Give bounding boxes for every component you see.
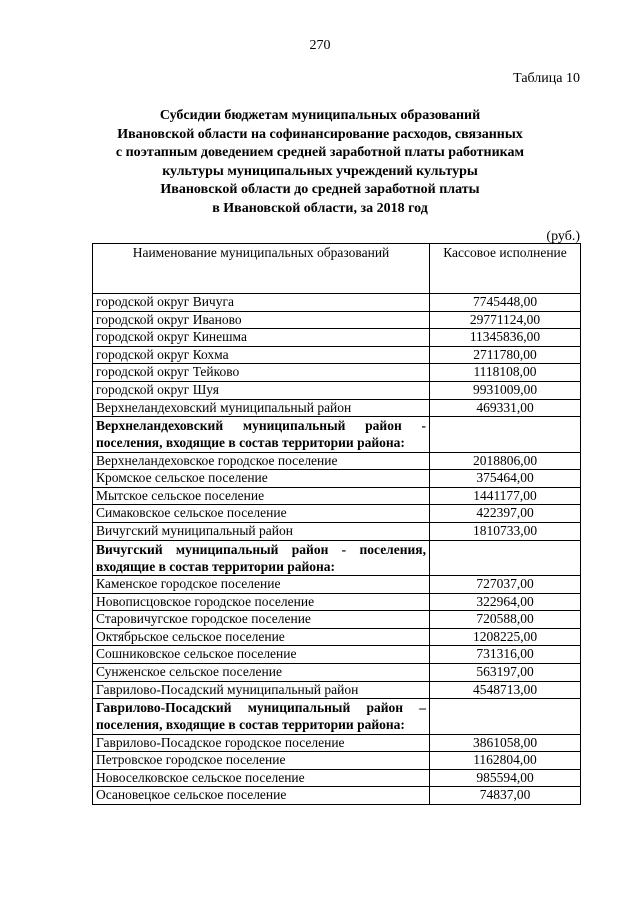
cash-execution-cell: 1118108,00 — [430, 364, 581, 382]
table-row — [93, 769, 581, 787]
table-body — [93, 294, 581, 805]
table-group-row — [93, 417, 581, 452]
table-row — [93, 399, 581, 417]
table-row — [93, 381, 581, 399]
table-row — [93, 575, 581, 593]
cash-execution-cell: 727037,00 — [430, 575, 581, 593]
table-label: Таблица 10 — [513, 71, 580, 86]
table-row — [93, 752, 581, 770]
cash-execution-cell: 29771124,00 — [430, 311, 581, 329]
title-line: с поэтапным доведением средней заработной платы работникам — [115, 145, 525, 160]
table-row — [93, 646, 581, 664]
cash-execution-cell: 1208225,00 — [430, 628, 581, 646]
municipality-name-cell: городской округ Иваново — [93, 311, 430, 329]
subsidies-table — [92, 243, 581, 805]
table-row — [93, 311, 581, 329]
municipality-name-cell: Мытское сельское поселение — [93, 487, 430, 505]
title-line: Ивановской области до средней заработной платы — [160, 182, 480, 197]
cash-execution-cell: 422397,00 — [430, 505, 581, 523]
units-label: (руб.) — [546, 229, 580, 244]
table-row — [93, 364, 581, 382]
table-row — [93, 593, 581, 611]
cash-execution-cell — [430, 699, 581, 734]
cash-execution-cell: 2018806,00 — [430, 452, 581, 470]
cash-execution-cell: 7745448,00 — [430, 294, 581, 312]
municipality-name-cell: Верхнеландеховский муниципальный район — [93, 399, 430, 417]
title-line: в Ивановской области, за 2018 год — [212, 200, 428, 216]
municipality-name-cell: Каменское городское поселение — [93, 575, 430, 593]
cash-execution-cell: 9931009,00 — [430, 381, 581, 399]
title-line: Ивановской области на софинансирование расходов, связанных — [117, 126, 523, 142]
cash-execution-cell: 1162804,00 — [430, 752, 581, 770]
table-group-row — [93, 540, 581, 575]
municipality-name-cell: Сунженское сельское поселение — [93, 663, 430, 681]
column-header-value: Кассовое исполнение — [430, 244, 581, 294]
municipality-name-cell: Гаврилово-Посадское городское поселение — [93, 734, 430, 752]
municipality-name-cell: Сошниковское сельское поселение — [93, 646, 430, 664]
table-row — [93, 787, 581, 805]
municipality-name-cell: Новописцовское городское поселение — [93, 593, 430, 611]
municipality-name-cell: Верхнеландеховское городское поселение — [93, 452, 430, 470]
municipality-name-cell: Новоселковское сельское поселение — [93, 769, 430, 787]
column-header-name: Наименование муниципальных образований — [93, 244, 430, 294]
table-group-row — [93, 699, 581, 734]
cash-execution-cell: 720588,00 — [430, 611, 581, 629]
table-row — [93, 505, 581, 523]
municipality-name-cell: городской округ Тейково — [93, 364, 430, 382]
municipality-name-cell: Симаковское сельское поселение — [93, 505, 430, 523]
municipality-name-cell: Гаврилово-Посадский муниципальный район – поселения, входящие в состав территории района: — [93, 699, 430, 734]
page-number: 270 — [309, 38, 331, 53]
municipality-name-cell: городской округ Шуя — [93, 381, 430, 399]
municipality-name-cell: Вичугский муниципальный район - поселения, входящие в состав территории района: — [93, 540, 430, 575]
cash-execution-cell: 375464,00 — [430, 470, 581, 488]
table-row — [93, 470, 581, 488]
cash-execution-cell: 3861058,00 — [430, 734, 581, 752]
cash-execution-cell: 985594,00 — [430, 769, 581, 787]
table-row — [93, 452, 581, 470]
title-line: культуры муниципальных учреждений культуры — [162, 163, 478, 179]
cash-execution-cell — [430, 417, 581, 452]
municipality-name-cell: Верхнеландеховский муниципальный район - поселения, входящие в состав территории района: — [93, 417, 430, 452]
table-row — [93, 681, 581, 699]
municipality-name-cell: Старовичугское городское поселение — [93, 611, 430, 629]
municipality-name-cell: городской округ Вичуга — [93, 294, 430, 312]
table-row — [93, 611, 581, 629]
cash-execution-cell: 1810733,00 — [430, 522, 581, 540]
table-row — [93, 663, 581, 681]
cash-execution-cell: 731316,00 — [430, 646, 581, 664]
cash-execution-cell: 563197,00 — [430, 663, 581, 681]
cash-execution-cell: 4548713,00 — [430, 681, 581, 699]
cash-execution-cell — [430, 540, 581, 575]
municipality-name-cell: Октябрьское сельское поселение — [93, 628, 430, 646]
municipality-name-cell: городской округ Кинешма — [93, 329, 430, 347]
title-line: Субсидии бюджетам муниципальных образований — [159, 108, 481, 123]
table-row — [93, 522, 581, 540]
municipality-name-cell: Осановецкое сельское поселение — [93, 787, 430, 805]
cash-execution-cell: 2711780,00 — [430, 346, 581, 364]
cash-execution-cell: 74837,00 — [430, 787, 581, 805]
table-row — [93, 329, 581, 347]
table-row — [93, 346, 581, 364]
municipality-name-cell: Гаврилово-Посадский муниципальный район — [93, 681, 430, 699]
table-row — [93, 294, 581, 312]
cash-execution-cell: 322964,00 — [430, 593, 581, 611]
municipality-name-cell: Петровское городское поселение — [93, 752, 430, 770]
table-row — [93, 628, 581, 646]
table-row — [93, 487, 581, 505]
table-row — [93, 734, 581, 752]
municipality-name-cell: Кромское сельское поселение — [93, 470, 430, 488]
cash-execution-cell: 469331,00 — [430, 399, 581, 417]
municipality-name-cell: городской округ Кохма — [93, 346, 430, 364]
table-header-row — [93, 244, 581, 294]
cash-execution-cell: 11345836,00 — [430, 329, 581, 347]
document-title — [80, 107, 560, 218]
municipality-name-cell: Вичугский муниципальный район — [93, 522, 430, 540]
cash-execution-cell: 1441177,00 — [430, 487, 581, 505]
